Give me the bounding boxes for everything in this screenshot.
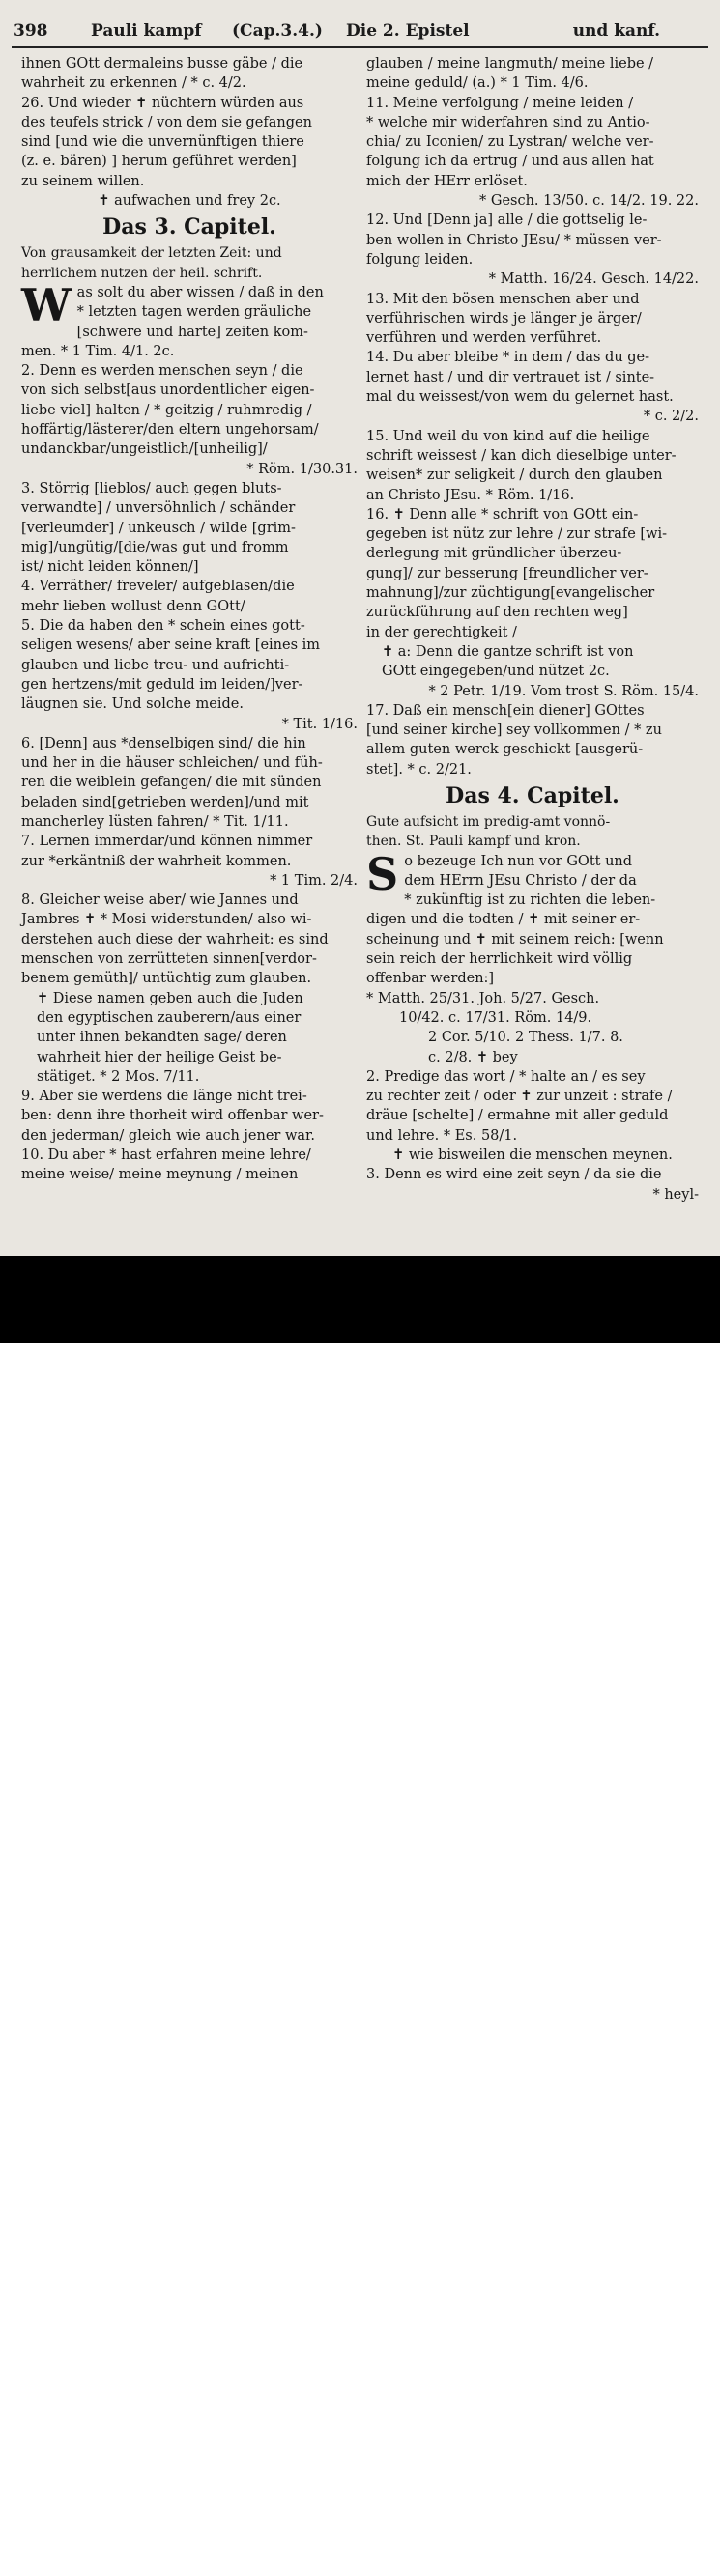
chapter-reference: (Cap.3.4.) xyxy=(232,21,323,41)
citation-line: * c. 2/2. xyxy=(643,409,699,425)
citation-line: * Gesch. 13/50. c. 14/2. 19. 22. xyxy=(479,193,699,210)
text-line: mal du weissest/von wem du gelernet hast. xyxy=(366,389,674,406)
page-number: 398 xyxy=(14,21,48,41)
running-title: Pauli kampf xyxy=(91,21,202,41)
text-line: von sich selbst[aus unordentlicher eigen- xyxy=(21,382,315,399)
text-line: ben wollen in Christo JEsu/ * müssen ver- xyxy=(366,232,662,248)
text-line: 9. Aber sie werdens die länge nicht trei- xyxy=(21,1089,307,1105)
gloss-line: ✝ aufwachen und frey 2c. xyxy=(98,193,281,210)
header-right-text: und kanf. xyxy=(572,21,660,41)
text-line: * letzten tagen werden gräuliche xyxy=(76,304,312,321)
text-line: 4. Verräther/ freveler/ aufgeblasen/die xyxy=(21,579,295,595)
text-line: 17. Daß ein mensch[ein diener] GOttes xyxy=(366,702,645,719)
text-line: 6. [Denn] aus *denselbigen sind/ die hin xyxy=(21,735,306,751)
text-line: ren die weiblein gefangen/ die mit sünden xyxy=(21,775,322,791)
text-line: 2. Predige das wort / * halte an / es sey xyxy=(366,1068,646,1085)
text-line: 12. Und [Denn ja] alle / die gottselig le- xyxy=(366,212,648,229)
text-line: mancherley lüsten fahren/ * Tit. 1/11. xyxy=(21,813,289,830)
text-line: 13. Mit den bösen menschen aber und xyxy=(366,291,640,307)
text-line: benem gemüth]/ untüchtig zum glauben. xyxy=(21,971,312,987)
text-line: * zukünftig ist zu richten die leben- xyxy=(404,892,656,909)
text-line: meine geduld/ (a.) * 1 Tim. 4/6. xyxy=(366,75,589,92)
citation-line: * Röm. 1/30.31. xyxy=(246,461,358,477)
image-id-label: Image ID: 2J04P16 xyxy=(562,2536,679,2551)
text-line: folgung ich da ertrug / und aus allen hat xyxy=(366,154,654,170)
text-line: as solt du aber wissen / daß in den xyxy=(76,284,324,300)
text-line: in der gerechtigkeit / xyxy=(366,624,517,640)
text-line: zurückführung auf den rechten weg] xyxy=(366,605,628,621)
text-line: derstehen auch diese der wahrheit: es sind xyxy=(21,931,329,948)
text-line: dräue [schelte] / ermahne mit aller geduld xyxy=(366,1108,669,1124)
drop-cap: W xyxy=(21,278,72,331)
text-line: * welche mir widerfahren sind zu Antio- xyxy=(366,114,650,130)
text-line: weisen* zur seligkeit / durch den glauben xyxy=(366,467,663,484)
book-title: Die 2. Epistel xyxy=(346,21,470,41)
text-line: wahrheit zu erkennen / * c. 4/2. xyxy=(21,75,246,92)
text-line: 3. Denn es wird eine zeit seyn / da sie die xyxy=(366,1167,662,1183)
text-line: mig]/ungütig/[die/was gut und fromm xyxy=(21,539,289,555)
citation-line: c. 2/8. ✝ bey xyxy=(428,1049,518,1065)
chapter-heading: Das 3. Capitel. xyxy=(102,214,276,241)
text-line: seligen wesens/ aber seine kraft [eines im xyxy=(21,637,321,654)
catchword: * heyl- xyxy=(652,1186,699,1203)
chapter-summary: Gute aufsicht im predig-amt vonnö- xyxy=(366,813,611,830)
citation-line: * 2 Petr. 1/19. Vom trost S. Röm. 15/4. xyxy=(428,683,699,699)
text-line: 15. Und weil du von kind auf die heilige xyxy=(366,428,650,444)
text-line: digen und die todten / ✝ mit seiner er- xyxy=(366,912,641,928)
text-line: 14. Du aber bleibe * in dem / das du ge- xyxy=(366,350,650,366)
text-line: mahnung]/zur züchtigung[evangelischer xyxy=(366,585,655,602)
text-line: derlegung mit gründlicher überzeu- xyxy=(366,546,622,562)
gloss-line: unter ihnen bekandten sage/ deren xyxy=(37,1030,287,1046)
text-line: und her in die häuser schleichen/ und füh- xyxy=(21,755,323,772)
text-line: gegeben ist nütz zur lehre / zur strafe [wi- xyxy=(366,526,668,543)
text-line: 5. Die da haben den * schein eines gott- xyxy=(21,618,305,635)
text-line: liebe viel] halten / * geitzig / ruhmredig / xyxy=(21,402,312,418)
text-line: hoffärtig/lästerer/den eltern ungehorsam/ xyxy=(21,422,319,439)
drop-cap: S xyxy=(366,847,399,900)
text-line: 3. Störrig [lieblos/ auch gegen bluts- xyxy=(21,480,282,496)
chapter-summary: then. St. Pauli kampf und kron. xyxy=(366,834,581,850)
watermark-footer xyxy=(0,1256,720,2576)
text-line: sein reich der herrlichkeit wird völlig xyxy=(366,951,633,968)
text-line: folgung leiden. xyxy=(366,251,474,268)
chapter-heading: Das 4. Capitel. xyxy=(446,782,619,808)
text-line: [verleumder] / unkeusch / wilde [grim- xyxy=(21,520,296,536)
text-line: o bezeuge Ich nun vor GOtt und xyxy=(404,853,633,869)
text-line: verwandte] / unversöhnlich / schänder xyxy=(21,500,296,517)
text-line: glauben und liebe treu- und aufrichti- xyxy=(21,657,290,673)
text-line: 11. Meine verfolgung / meine leiden / xyxy=(366,95,634,111)
text-line: meine weise/ meine meynung / meinen xyxy=(21,1167,299,1183)
text-line: glauben / meine langmuth/ meine liebe / xyxy=(366,56,654,71)
text-line: verführen und werden verführet. xyxy=(366,330,602,347)
text-line: 7. Lernen immerdar/und können nimmer xyxy=(21,834,313,850)
text-line: mich der HErr erlöset. xyxy=(366,173,528,189)
right-column xyxy=(366,54,699,1204)
text-line: gen hertzens/mit geduld im leiden/]ver- xyxy=(21,676,303,693)
text-line: (z. e. bären) ] herum geführet werden] xyxy=(21,154,297,170)
text-line: mehr lieben wollust denn GOtt/ xyxy=(21,598,245,614)
gloss-line: GOtt eingegeben/und nützet 2c. xyxy=(382,664,610,680)
text-line: beladen sind[getrieben werden]/und mit xyxy=(21,794,309,810)
text-line: zur *erkäntniß der wahrheit kommen. xyxy=(21,853,292,869)
citation-line: * Matth. 25/31. Joh. 5/27. Gesch. xyxy=(366,990,600,1006)
text-line: scheinung und ✝ mit seinem reich: [wenn xyxy=(366,931,664,948)
text-line: sind [und wie die unvernünftigen thiere xyxy=(21,134,304,151)
chapter-summary: Von grausamkeit der letzten Zeit: und xyxy=(21,245,282,262)
text-line: [schwere und harte] zeiten kom- xyxy=(76,324,308,340)
gloss-line: ✝ wie bisweilen die menschen meynen. xyxy=(392,1147,673,1164)
text-line: schrift weissest / kan dich dieselbige unter- xyxy=(366,447,677,464)
text-line: chia/ zu Iconien/ zu Lystran/ welche ver- xyxy=(366,134,654,151)
citation-line: 10/42. c. 17/31. Röm. 14/9. xyxy=(399,1009,592,1026)
text-line: des teufels strick / von dem sie gefangen xyxy=(21,114,312,130)
gloss-line: wahrheit hier der heilige Geist be- xyxy=(37,1049,282,1065)
site-url: www.alamy.com xyxy=(578,2556,679,2570)
text-line: men. * 1 Tim. 4/1. 2c. xyxy=(21,343,175,359)
chapter-summary: herrlichem nutzen der heil. schrift. xyxy=(21,265,263,281)
text-line: zu seinem willen. xyxy=(21,173,145,189)
text-line: ihnen GOtt dermaleins busse gäbe / die xyxy=(21,56,303,71)
citation-line: * Matth. 16/24. Gesch. 14/22. xyxy=(488,271,699,288)
left-column xyxy=(21,54,358,1185)
gloss-line: stätiget. * 2 Mos. 7/11. xyxy=(37,1068,200,1085)
page-header xyxy=(14,21,706,44)
text-line: ben: denn ihre thorheit wird offenbar wer- xyxy=(21,1108,324,1124)
text-line: zu rechter zeit / oder ✝ zur unzeit : strafe / xyxy=(366,1089,673,1105)
text-line: 26. Und wieder ✝ nüchtern würden aus xyxy=(21,95,304,111)
text-line: offenbar werden:] xyxy=(366,971,495,987)
text-line: dem HErrn JEsu Christo / der da xyxy=(404,872,637,889)
text-line: 2. Denn es werden menschen seyn / die xyxy=(21,363,303,380)
text-line: [und seiner kirche] sey vollkommen / * zu xyxy=(366,722,662,739)
citation-line: * Tit. 1/16. xyxy=(281,716,358,732)
text-line: den jederman/ gleich wie auch jener war. xyxy=(21,1127,315,1144)
text-line: ist/ nicht leiden können/] xyxy=(21,559,199,576)
citation-line: * 1 Tim. 2/4. xyxy=(270,872,358,889)
text-line: 8. Gleicher weise aber/ wie Jannes und xyxy=(21,892,299,909)
gloss-line: ✝ Diese namen geben auch die Juden xyxy=(37,990,303,1006)
text-line: menschen von zerrütteten sinnen[verdor- xyxy=(21,951,317,968)
text-line: läugnen sie. Und solche meide. xyxy=(21,696,244,713)
text-line: an Christo JEsu. * Röm. 1/16. xyxy=(366,487,575,503)
book-page xyxy=(0,0,720,1256)
text-line: stet]. * c. 2/21. xyxy=(366,761,472,778)
citation-line: 2 Cor. 5/10. 2 Thess. 1/7. 8. xyxy=(428,1030,623,1046)
text-line: und lehre. * Es. 58/1. xyxy=(366,1127,518,1144)
gloss-line: ✝ a: Denn die gantze schrift ist von xyxy=(382,643,634,660)
alamy-logo: alamy xyxy=(39,2529,172,2576)
gloss-line: den egyptischen zauberern/aus einer xyxy=(37,1009,302,1026)
text-line: allem guten werck geschickt [ausgerü- xyxy=(366,742,644,758)
text-line: lernet hast / und dir vertrauet ist / sinte- xyxy=(366,369,655,385)
text-line: gung]/ zur besserung [freundlicher ver- xyxy=(366,565,648,581)
text-line: 10. Du aber * hast erfahren meine lehre/ xyxy=(21,1147,311,1164)
header-rule xyxy=(12,46,708,48)
text-line: undanckbar/ungeistlich/[unheilig]/ xyxy=(21,441,268,458)
text-line: 16. ✝ Denn alle * schrift von GOtt ein- xyxy=(366,506,639,523)
text-line: Jambres ✝ * Mosi widerstunden/ also wi- xyxy=(21,912,312,928)
text-line: verführischen wirds je länger je ärger/ xyxy=(366,310,642,326)
